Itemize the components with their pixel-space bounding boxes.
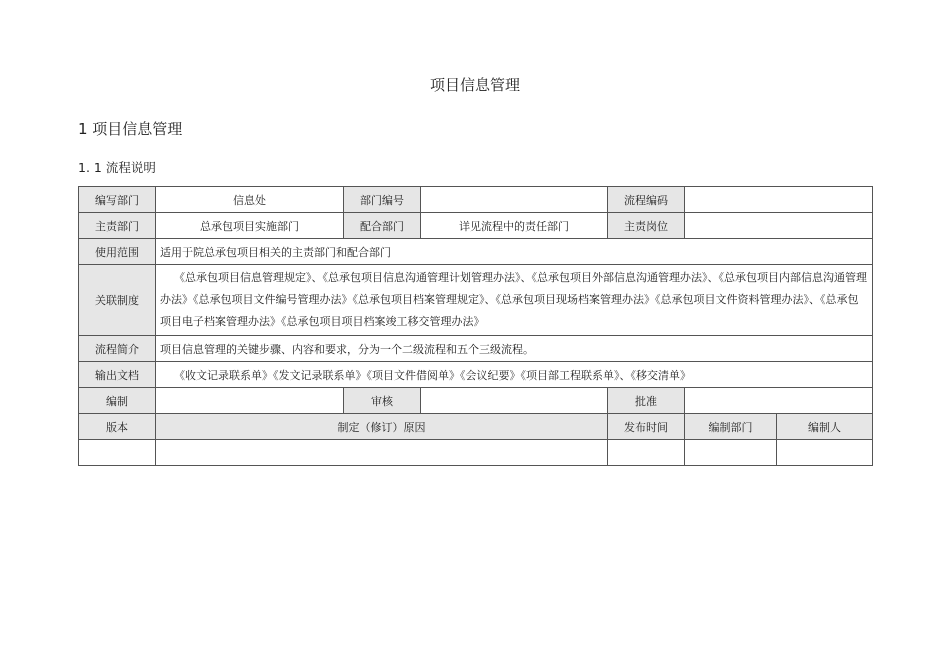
label-compile: 编制 (79, 388, 156, 414)
table-row (79, 440, 873, 466)
label-flow-intro: 流程简介 (79, 336, 156, 362)
label-approve: 批准 (608, 388, 685, 414)
approve-value (685, 388, 873, 414)
label-version: 版本 (79, 414, 156, 440)
label-revision-reason: 制定（修订）原因 (156, 414, 608, 440)
section-heading: 1 项目信息管理 (78, 120, 183, 138)
table-row (79, 213, 873, 239)
label-related-rules: 关联制度 (79, 265, 156, 336)
label-dept-code: 部门编号 (344, 187, 421, 213)
revision-reason-cell (156, 440, 608, 466)
flow-intro-value: 项目信息管理的关键步骤、内容和要求，分为一个二级流程和五个三级流程。 (156, 336, 873, 362)
label-editor: 编制人 (777, 414, 873, 440)
flow-code-value (685, 187, 873, 213)
scope-value: 适用于院总承包项目相关的主责部门和配合部门 (156, 239, 873, 265)
version-cell (79, 440, 156, 466)
table-row (79, 336, 873, 362)
table-row (79, 388, 873, 414)
compile-value (156, 388, 344, 414)
review-value (421, 388, 608, 414)
page-title: 项目信息管理 (429, 76, 520, 94)
related-rules-value: 《总承包项目信息管理规定》、《总承包项目信息沟通管理计划管理办法》、《总承包项目外部信息沟通管理办法》、《总承包项目内部信息沟通管理办法》《总承包项目文件编号管理办法》《总承包项目档案管理规定》、《总承包项目现场档案管理办法》《总承包项目文件资料管理办法》、《总承包项目电子档案管理办法》《总承包项目项目档案竣工移交管理办法》 (156, 265, 873, 336)
output-docs-value: 《收文记录联系单》《发文记录联系单》《项目文件借阅单》《会议纪要》《项目部工程联系单》、《移交清单》 (156, 362, 873, 388)
coop-dept-value: 详见流程中的责任部门 (421, 213, 608, 239)
table-row (79, 265, 873, 336)
editor-cell (777, 440, 873, 466)
label-output-docs: 输出文档 (79, 362, 156, 388)
subsection-heading: 1. 1 流程说明 (78, 160, 156, 175)
lead-dept-value: 总承包项目实施部门 (156, 213, 344, 239)
author-dept-value: 信息处 (156, 187, 344, 213)
label-lead-dept: 主责部门 (79, 213, 156, 239)
table-row (79, 414, 873, 440)
dept-code-value (421, 187, 608, 213)
label-editor-dept: 编制部门 (685, 414, 777, 440)
label-coop-dept: 配合部门 (344, 213, 421, 239)
release-time-cell (608, 440, 685, 466)
label-lead-post: 主责岗位 (608, 213, 685, 239)
label-review: 审核 (344, 388, 421, 414)
label-author-dept: 编写部门 (79, 187, 156, 213)
table-row (79, 239, 873, 265)
process-info-table (78, 186, 873, 466)
table-row (79, 187, 873, 213)
label-flow-code: 流程编码 (608, 187, 685, 213)
table-row (79, 362, 873, 388)
editor-dept-cell (685, 440, 777, 466)
label-scope: 使用范围 (79, 239, 156, 265)
lead-post-value (685, 213, 873, 239)
label-release-time: 发布时间 (608, 414, 685, 440)
